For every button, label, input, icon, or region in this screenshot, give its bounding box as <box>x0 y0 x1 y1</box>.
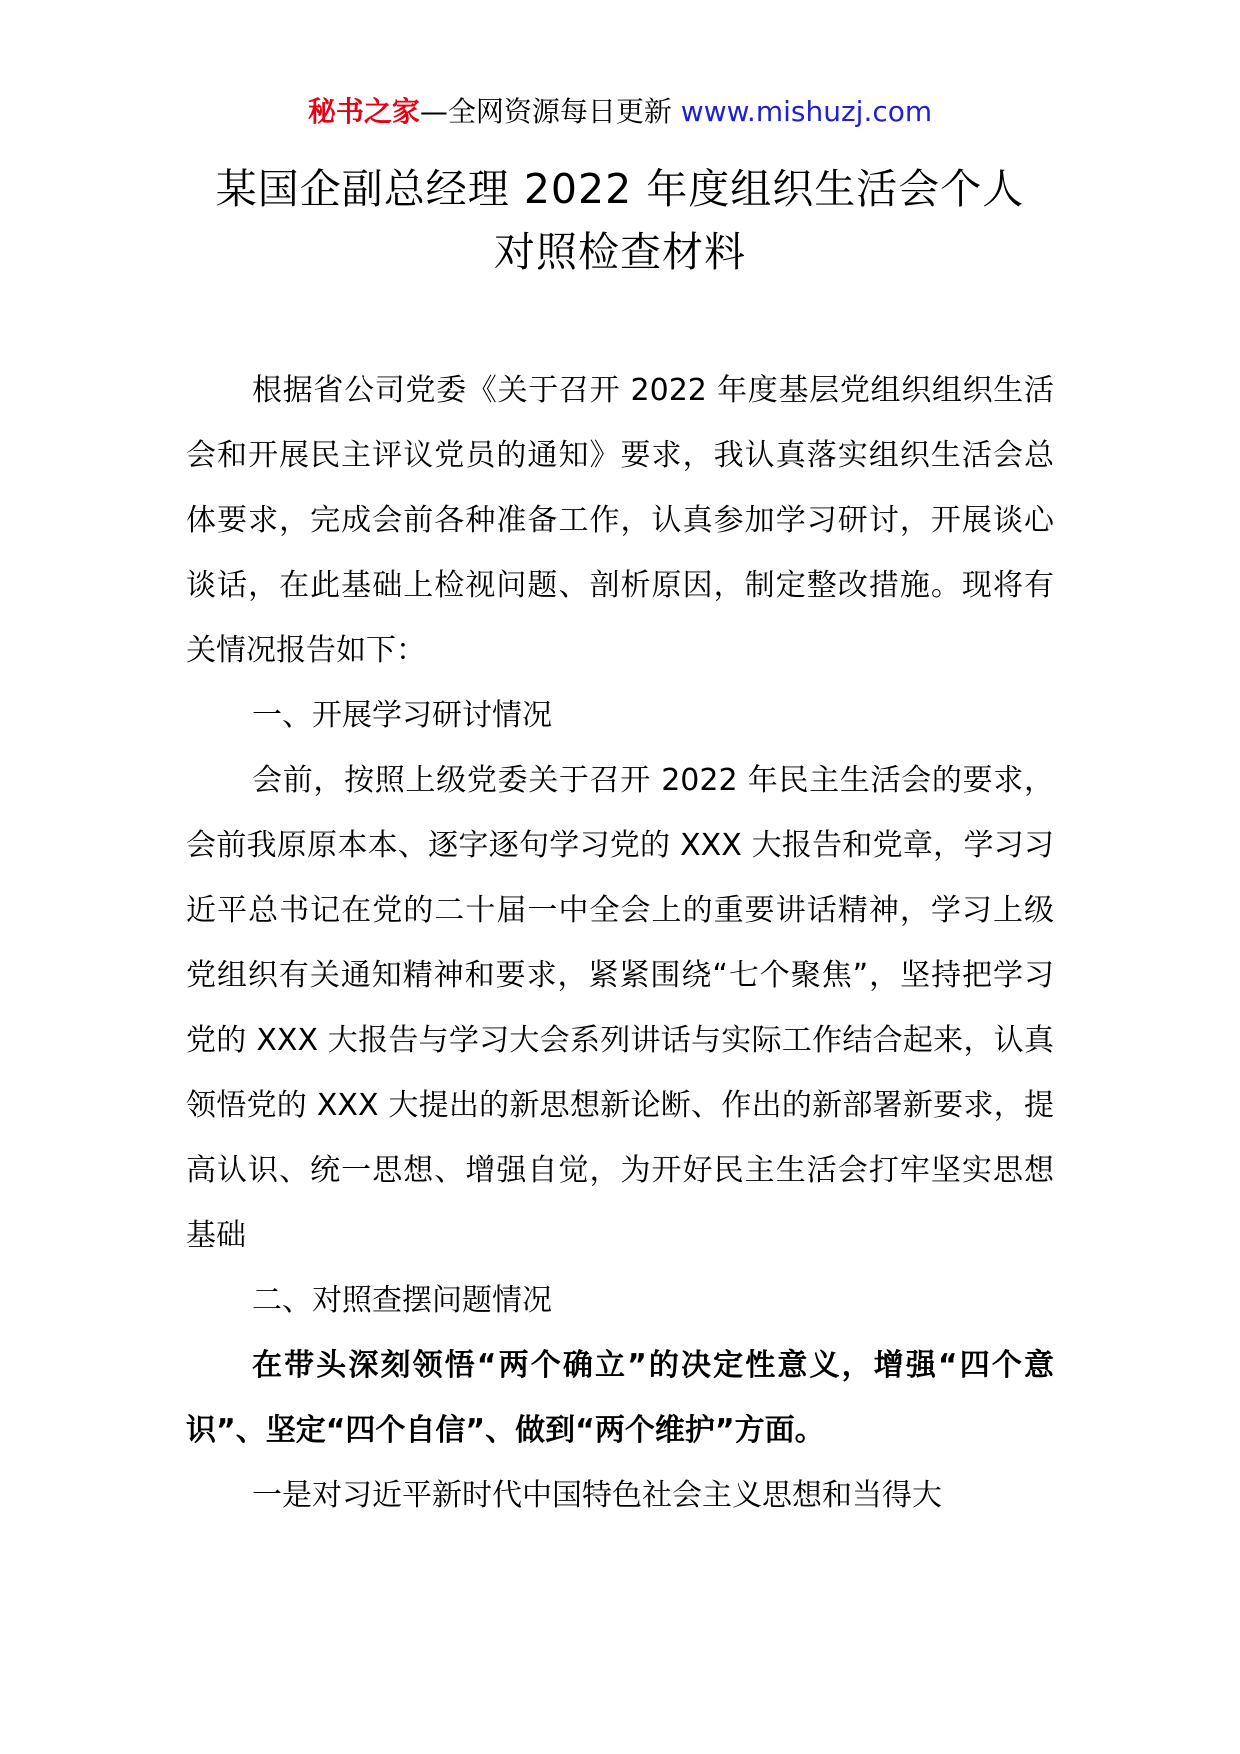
section-heading-1: 一、开展学习研讨情况 <box>252 698 552 733</box>
study-paragraph: 会前，按照上级党委关于召开 2022 年民主生活会的要求，会前我原原本本、逐字逐句学习党的 XXX 大报告和党章，学习习近平总书记在党的二十届一中全会上的重要讲话精神，学习上级党组织有关通知精神和要求，紧紧围绕“七个聚焦”，坚持把学习党的 XXX 大报告与学习大会系列讲话与实际工作结合起来，认真领悟党的 XXX 大提出的新思想新论断、作出的新部署新要求，提高认识、统一思想、增强自觉，为开好民主生活会打牢坚实思想基础 <box>186 763 1054 1253</box>
site-banner <box>0 92 1240 132</box>
intro-paragraph: 根据省公司党委《关于召开 2022 年度基层党组织组织生活会和开展民主评议党员的通知》要求，我认真落实组织生活会总体要求，完成会前各种准备工作，认真参加学习研讨，开展谈心谈话，在此基础上检视问题、剖析原因，制定整改措施。现将有关情况报告如下： <box>186 373 1054 668</box>
title-line-1: 某国企副总经理 2022 年度组织生活会个人 <box>215 165 1025 213</box>
document-body <box>186 358 1054 1528</box>
section-heading-2: 二、对照查摆问题情况 <box>252 1283 552 1318</box>
document-title <box>100 158 1140 284</box>
bold-subheading: 在带头深刻领悟“两个确立”的决定性意义，增强“四个意识”、坚定“四个自信”、做到“两个维护”方面。 <box>186 1348 1054 1448</box>
site-url[interactable]: www.mishuzj.com <box>680 95 933 128</box>
title-line-2: 对照检查材料 <box>494 228 746 276</box>
brand-name: 秘书之家 <box>307 95 420 128</box>
banner-tagline: —全网资源每日更新 <box>419 95 672 128</box>
point-one-paragraph: 一是对习近平新时代中国特色社会主义思想和当得大 <box>252 1478 942 1513</box>
